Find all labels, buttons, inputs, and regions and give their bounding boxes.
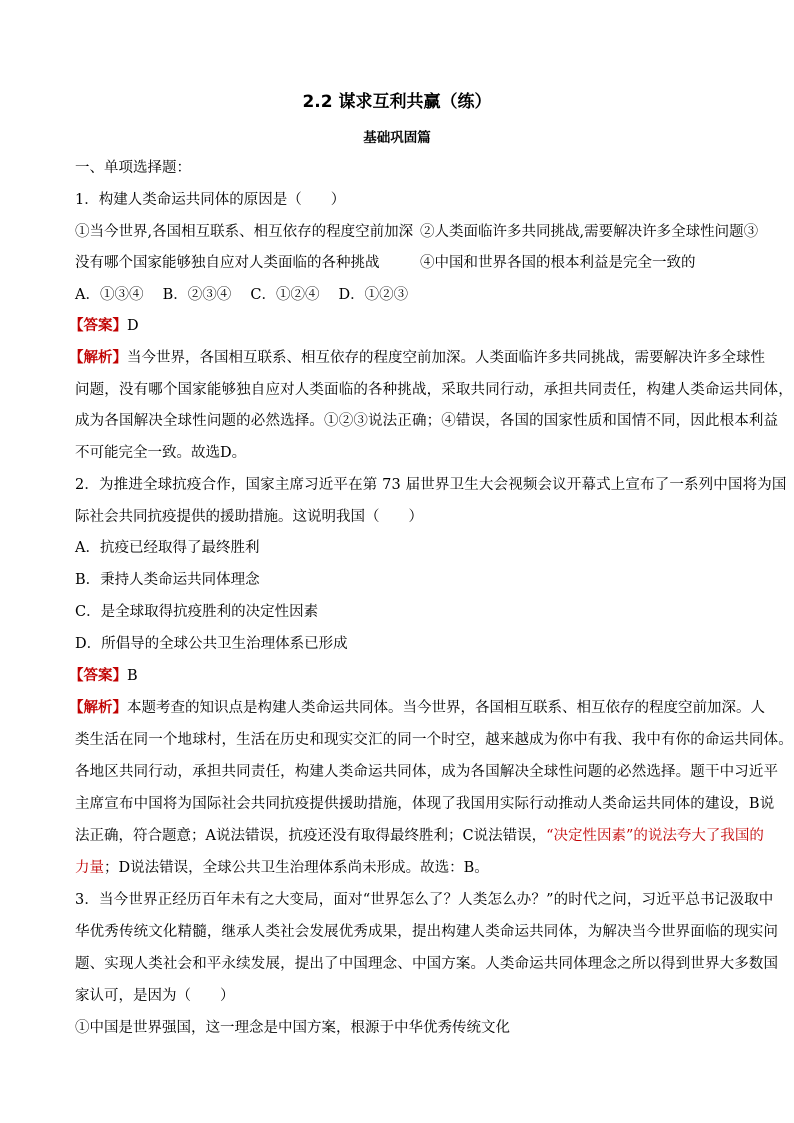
answer-tag: 【答案】: [69, 668, 127, 684]
q2-analysis-line-3: 各地区共同行动，承担共同责任，构建人类命运共同体，成为各国解决全球性问题的必然选择。题干中习近平: [75, 764, 779, 780]
analysis-tag: 【解析】: [69, 700, 127, 716]
q1-stem: 1．构建人类命运共同体的原因是（ ）: [75, 192, 346, 208]
q2-analysis-line-1: [69, 698, 765, 718]
q1-analysis-line-1: [69, 348, 765, 368]
q3-stem-line-1: 3．当今世界正经历百年未有之大变局，面对“世界怎么了？人类怎么办？”的时代之问，习近平总书记汲取中: [75, 892, 774, 908]
q1-option-2: ②人类面临许多共同挑战,需要解决许多全球性问题③: [420, 224, 759, 240]
q2-option-d: D．所倡导的全球公共卫生治理体系已形成: [75, 636, 348, 652]
page-title: 2.2 谋求互利共赢（练）: [302, 92, 492, 112]
q2-stem-line-1: 2．为推进全球抗疫合作，国家主席习近平在第 73 届世界卫生大会视频会议开幕式上宣布了一系列中国将为国: [75, 477, 787, 493]
q2-answer: [69, 666, 138, 686]
q2-analysis-highlight: “决定性因素”的说法夸大了我国的: [546, 828, 764, 844]
q1-choices: A．①③④ B．②③④ C．①②④ D．①②③: [75, 287, 409, 303]
q2-option-c: C．是全球取得抗疫胜利的决定性因素: [75, 604, 319, 620]
q2-analysis-line-4: 主席宣布中国将为国际社会共同抗疫提供援助措施，体现了我国用实际行动推动人类命运共同体的建设，B说: [75, 796, 775, 812]
section-heading: 一、单项选择题：: [75, 160, 191, 176]
q1-option-1: ①当今世界,各国相互联系、相互依存的程度空前加深: [75, 224, 414, 240]
q2-analysis-line-2: 类生活在同一个地球村，生活在历史和现实交汇的同一个时空，越来越成为你中有我、我中有你的命运共同体。: [75, 732, 793, 748]
q1-answer: [69, 316, 139, 336]
answer-tag: 【答案】: [69, 318, 127, 334]
q1-analysis-line-4: 不可能完全一致。故选D。: [75, 445, 247, 461]
q2-option-a: A．抗疫已经取得了最终胜利: [75, 540, 260, 556]
q2-option-b: B．秉持人类命运共同体理念: [75, 572, 260, 588]
q3-stem-line-2: 华优秀传统文化精髓，继承人类社会发展优秀成果，提出构建人类命运共同体，为解决当今世界面临的现实问: [75, 924, 779, 940]
q2-analysis-line-5: [75, 826, 764, 846]
q1-analysis-text-1: 当今世界，各国相互联系、相互依存的程度空前加深。人类面临许多共同挑战，需要解决许多全球性: [127, 350, 765, 366]
analysis-tag: 【解析】: [69, 350, 127, 366]
q2-analysis-highlight-2: 力量: [75, 860, 104, 876]
q2-answer-value: B: [127, 668, 138, 684]
q3-stem-line-4: 家认可，是因为（ ）: [75, 988, 235, 1004]
q3-option-1: ①中国是世界强国，这一理念是中国方案，根源于中华优秀传统文化: [75, 1020, 510, 1036]
q2-analysis-text-6b: ；D说法错误，全球公共卫生治理体系尚未形成。故选：B。: [104, 860, 489, 876]
q2-analysis-text-1: 本题考查的知识点是构建人类命运共同体。当今世界，各国相互联系、相互依存的程度空前加深。人: [127, 700, 765, 716]
q2-analysis-line-6: [75, 858, 489, 878]
q1-option-4: ④中国和世界各国的根本利益是完全一致的: [420, 255, 696, 271]
page-subtitle: 基础巩固篇: [363, 130, 431, 146]
q2-stem-line-2: 际社会共同抗疫提供的援助措施。这说明我国（ ）: [75, 509, 423, 525]
q1-analysis-line-2: 问题，没有哪个国家能够独自应对人类面临的各种挑战，采取共同行动，承担共同责任，构建人类命运共同体，: [75, 382, 793, 398]
q1-answer-value: D: [127, 318, 139, 334]
q1-analysis-line-3: 成为各国解决全球性问题的必然选择。①②③说法正确；④错误，各国的国家性质和国情不同，因此根本利益: [75, 413, 779, 429]
q3-stem-line-3: 题、实现人类社会和平永续发展，提出了中国理念、中国方案。人类命运共同体理念之所以得到世界大多数国: [75, 956, 779, 972]
q2-analysis-text-5a: 法正确，符合题意；A说法错误，抗疫还没有取得最终胜利；C说法错误，: [75, 828, 547, 844]
q1-option-3: 没有哪个国家能够独自应对人类面临的各种挑战: [75, 255, 380, 271]
